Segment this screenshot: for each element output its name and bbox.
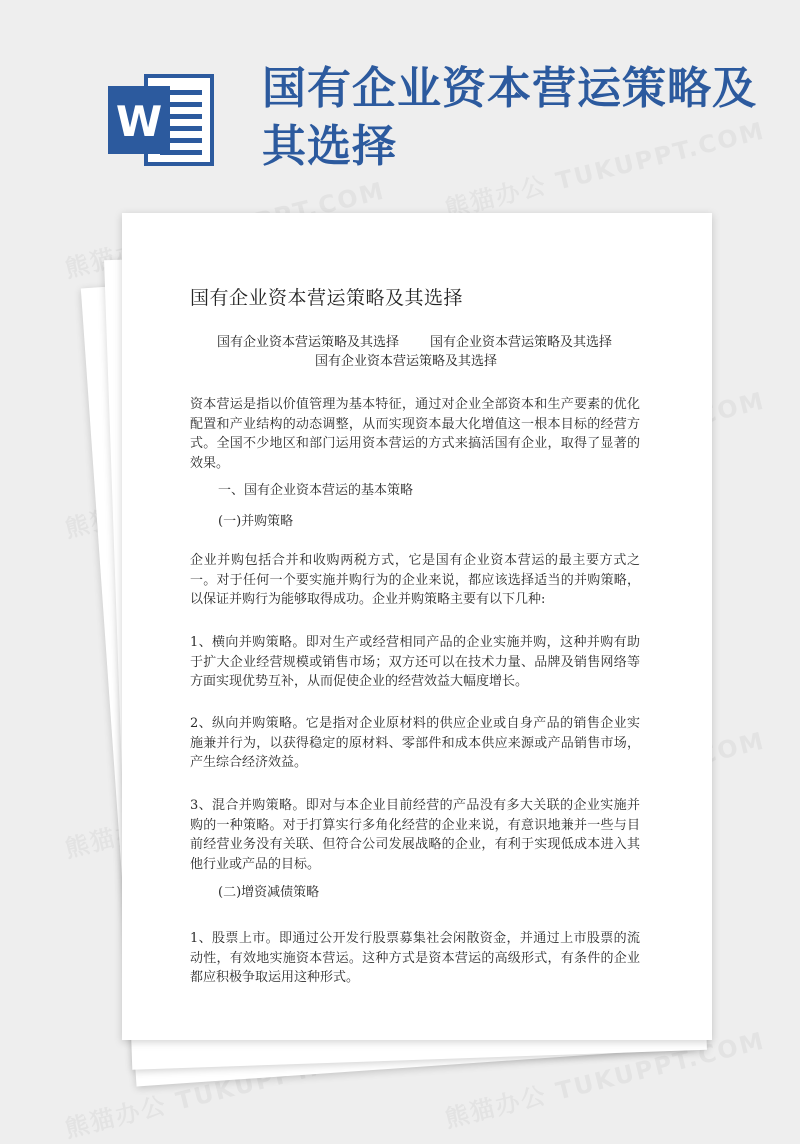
document-subtitle: 国有企业资本营运策略及其选择 [430,335,613,350]
document-heading: 国有企业资本营运策略及其选择 [190,287,464,309]
document-subtitle: 国有企业资本营运策略及其选择 [315,354,498,369]
subsection-heading: (一)并购策略 [218,514,294,529]
document-subtitle: 国有企业资本营运策略及其选择 [217,335,400,350]
section-heading: 一、国有企业资本营运的基本策略 [218,483,414,498]
document-page [122,213,712,1040]
word-document-icon [108,72,220,168]
merger-paragraph: 企业并购包括合并和收购两税方式，它是国有企业资本营运的最主要方式之一。对于任何一个要实施并购行为的企业来说，都应该选择适当的并购策略，以保证并购行为能够取得成功。企业并购策略主要有以下几种: [190,553,640,607]
banner-title: 国有企业资本营运策略及其选择 [262,63,757,172]
list-item: 3、混合并购策略。即对与本企业目前经营的产品没有多大关联的企业实施并购的一种策略。对于打算实行多角化经营的企业来说，有意识地兼并一些与目前经营业务没有关联、但符合公司发展战略的企业，有利于实现低成本进入其他行业或产品的目标。 [190,798,640,872]
list-item: 1、股票上市。即通过公开发行股票募集社会闲散资金，并通过上市股票的流动性，有效地实施资本营运。这种方式是资本营运的高级形式，有条件的企业都应积极争取运用这种形式。 [190,931,640,985]
intro-paragraph: 资本营运是指以价值管理为基本特征，通过对企业全部资本和生产要素的优化配置和产业结构的动态调整，从而实现资本最大化增值这一根本目标的经营方式。全国不少地区和部门运用资本营运的方式来搞活国有企业，取得了显著的效果。 [190,397,640,471]
list-item: 1、横向并购策略。即对生产或经营相同产品的企业实施并购，这种并购有助于扩大企业经营规模或销售市场；双方还可以在技术力量、品牌及销售网络等方面实现优势互补，从而促使企业的经营效益大幅度增长。 [190,635,640,689]
word-icon-letter: W [115,97,163,146]
subsection-heading: (二)增资减债策略 [218,885,320,900]
list-item: 2、纵向并购策略。它是指对企业原材料的供应企业或自身产品的销售企业实施兼并行为，以获得稳定的原材料、零部件和成本供应来源或产品销售市场，产生综合经济效益。 [190,716,640,770]
